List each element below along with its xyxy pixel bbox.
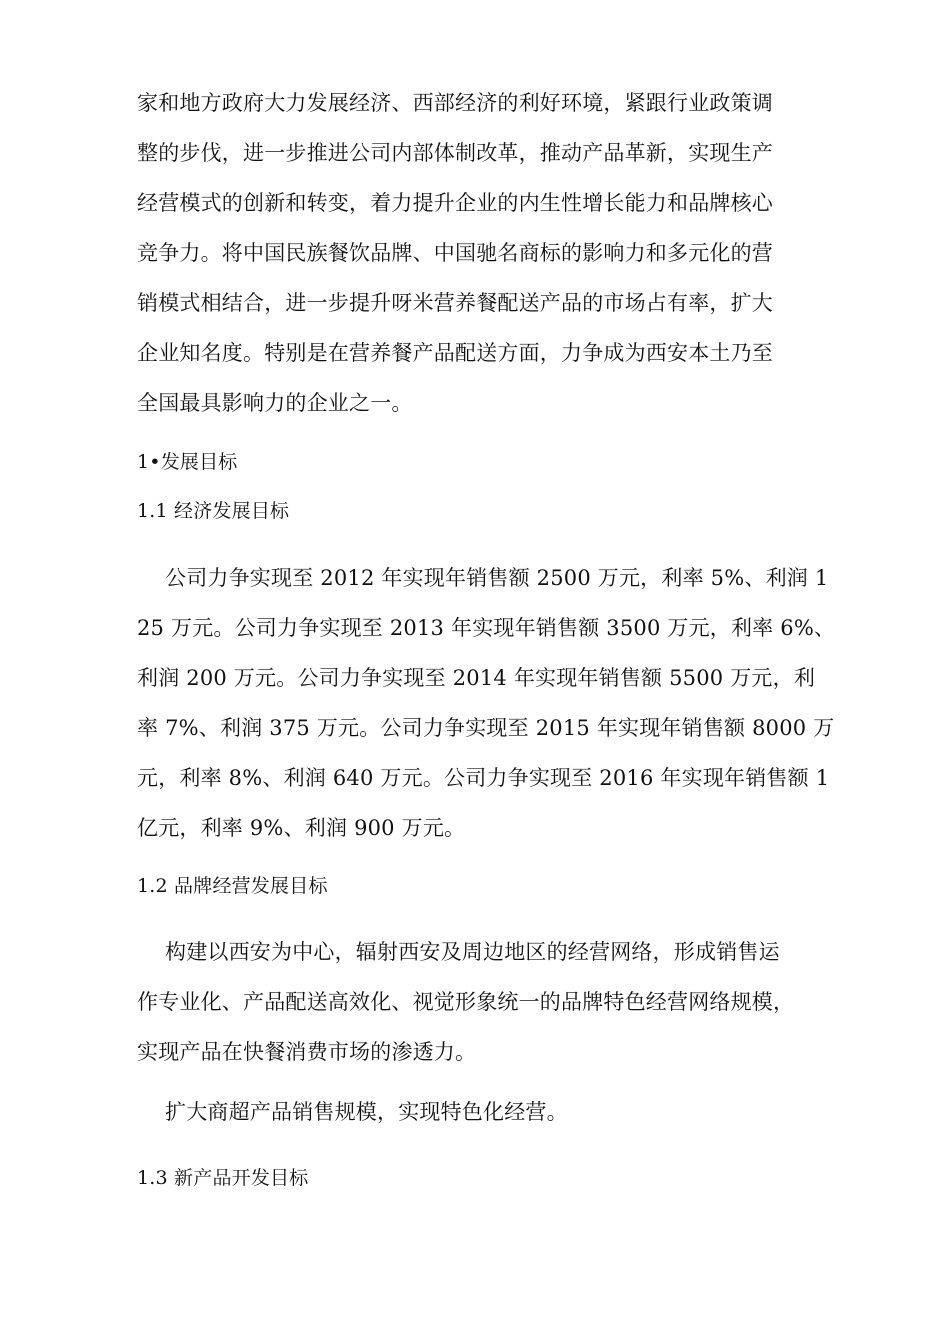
intro-line: 家和地方政府大力发展经济、西部经济的利好环境，紧跟行业政策调 bbox=[137, 91, 773, 115]
section-heading-development-goals: 1•发展目标 bbox=[137, 451, 238, 473]
economic-goals-line: 公司力争实现至 2012 年实现年销售额 2500 万元，利率 5%、利润 1 bbox=[165, 566, 829, 590]
intro-line: 经营模式的创新和转变，着力提升企业的内生性增长能力和品牌核心 bbox=[137, 191, 773, 215]
intro-line: 全国最具影响力的企业之一。 bbox=[137, 391, 413, 415]
brand-goals-line: 实现产品在快餐消费市场的渗透力。 bbox=[137, 1040, 477, 1064]
economic-goals-line: 利润 200 万元。公司力争实现至 2014 年实现年销售额 5500 万元，利 bbox=[137, 666, 816, 690]
intro-line: 竞争力。将中国民族餐饮品牌、中国驰名商标的影响力和多元化的营 bbox=[137, 241, 773, 265]
economic-goals-line: 元，利率 8%、利润 640 万元。公司力争实现至 2016 年实现年销售额 1 bbox=[137, 766, 830, 790]
brand-goals-line: 作专业化、产品配送高效化、视觉形象统一的品牌特色经营网络规模， bbox=[137, 990, 795, 1014]
section-heading-economic-goals: 1.1 经济发展目标 bbox=[137, 500, 290, 522]
brand-goals-line: 扩大商超产品销售规模，实现特色化经营。 bbox=[165, 1100, 568, 1124]
section-heading-new-product-goals: 1.3 新产品开发目标 bbox=[137, 1167, 309, 1189]
intro-line: 整的步伐，进一步推进公司内部体制改革，推动产品革新，实现生产 bbox=[137, 141, 773, 165]
section-heading-brand-goals: 1.2 品牌经营发展目标 bbox=[137, 875, 328, 897]
brand-goals-line: 构建以西安为中心，辐射西安及周边地区的经营网络，形成销售运 bbox=[165, 940, 780, 964]
economic-goals-line: 率 7%、利润 375 万元。公司力争实现至 2015 年实现年销售额 8000 万 bbox=[137, 716, 835, 740]
economic-goals-line: 25 万元。公司力争实现至 2013 年实现年销售额 3500 万元，利率 6%、 bbox=[137, 616, 836, 640]
economic-goals-line: 亿元，利率 9%、利润 900 万元。 bbox=[137, 816, 466, 840]
intro-line: 销模式相结合，进一步提升呀米营养餐配送产品的市场占有率，扩大 bbox=[137, 291, 773, 315]
intro-line: 企业知名度。特别是在营养餐产品配送方面，力争成为西安本土乃至 bbox=[137, 341, 773, 365]
